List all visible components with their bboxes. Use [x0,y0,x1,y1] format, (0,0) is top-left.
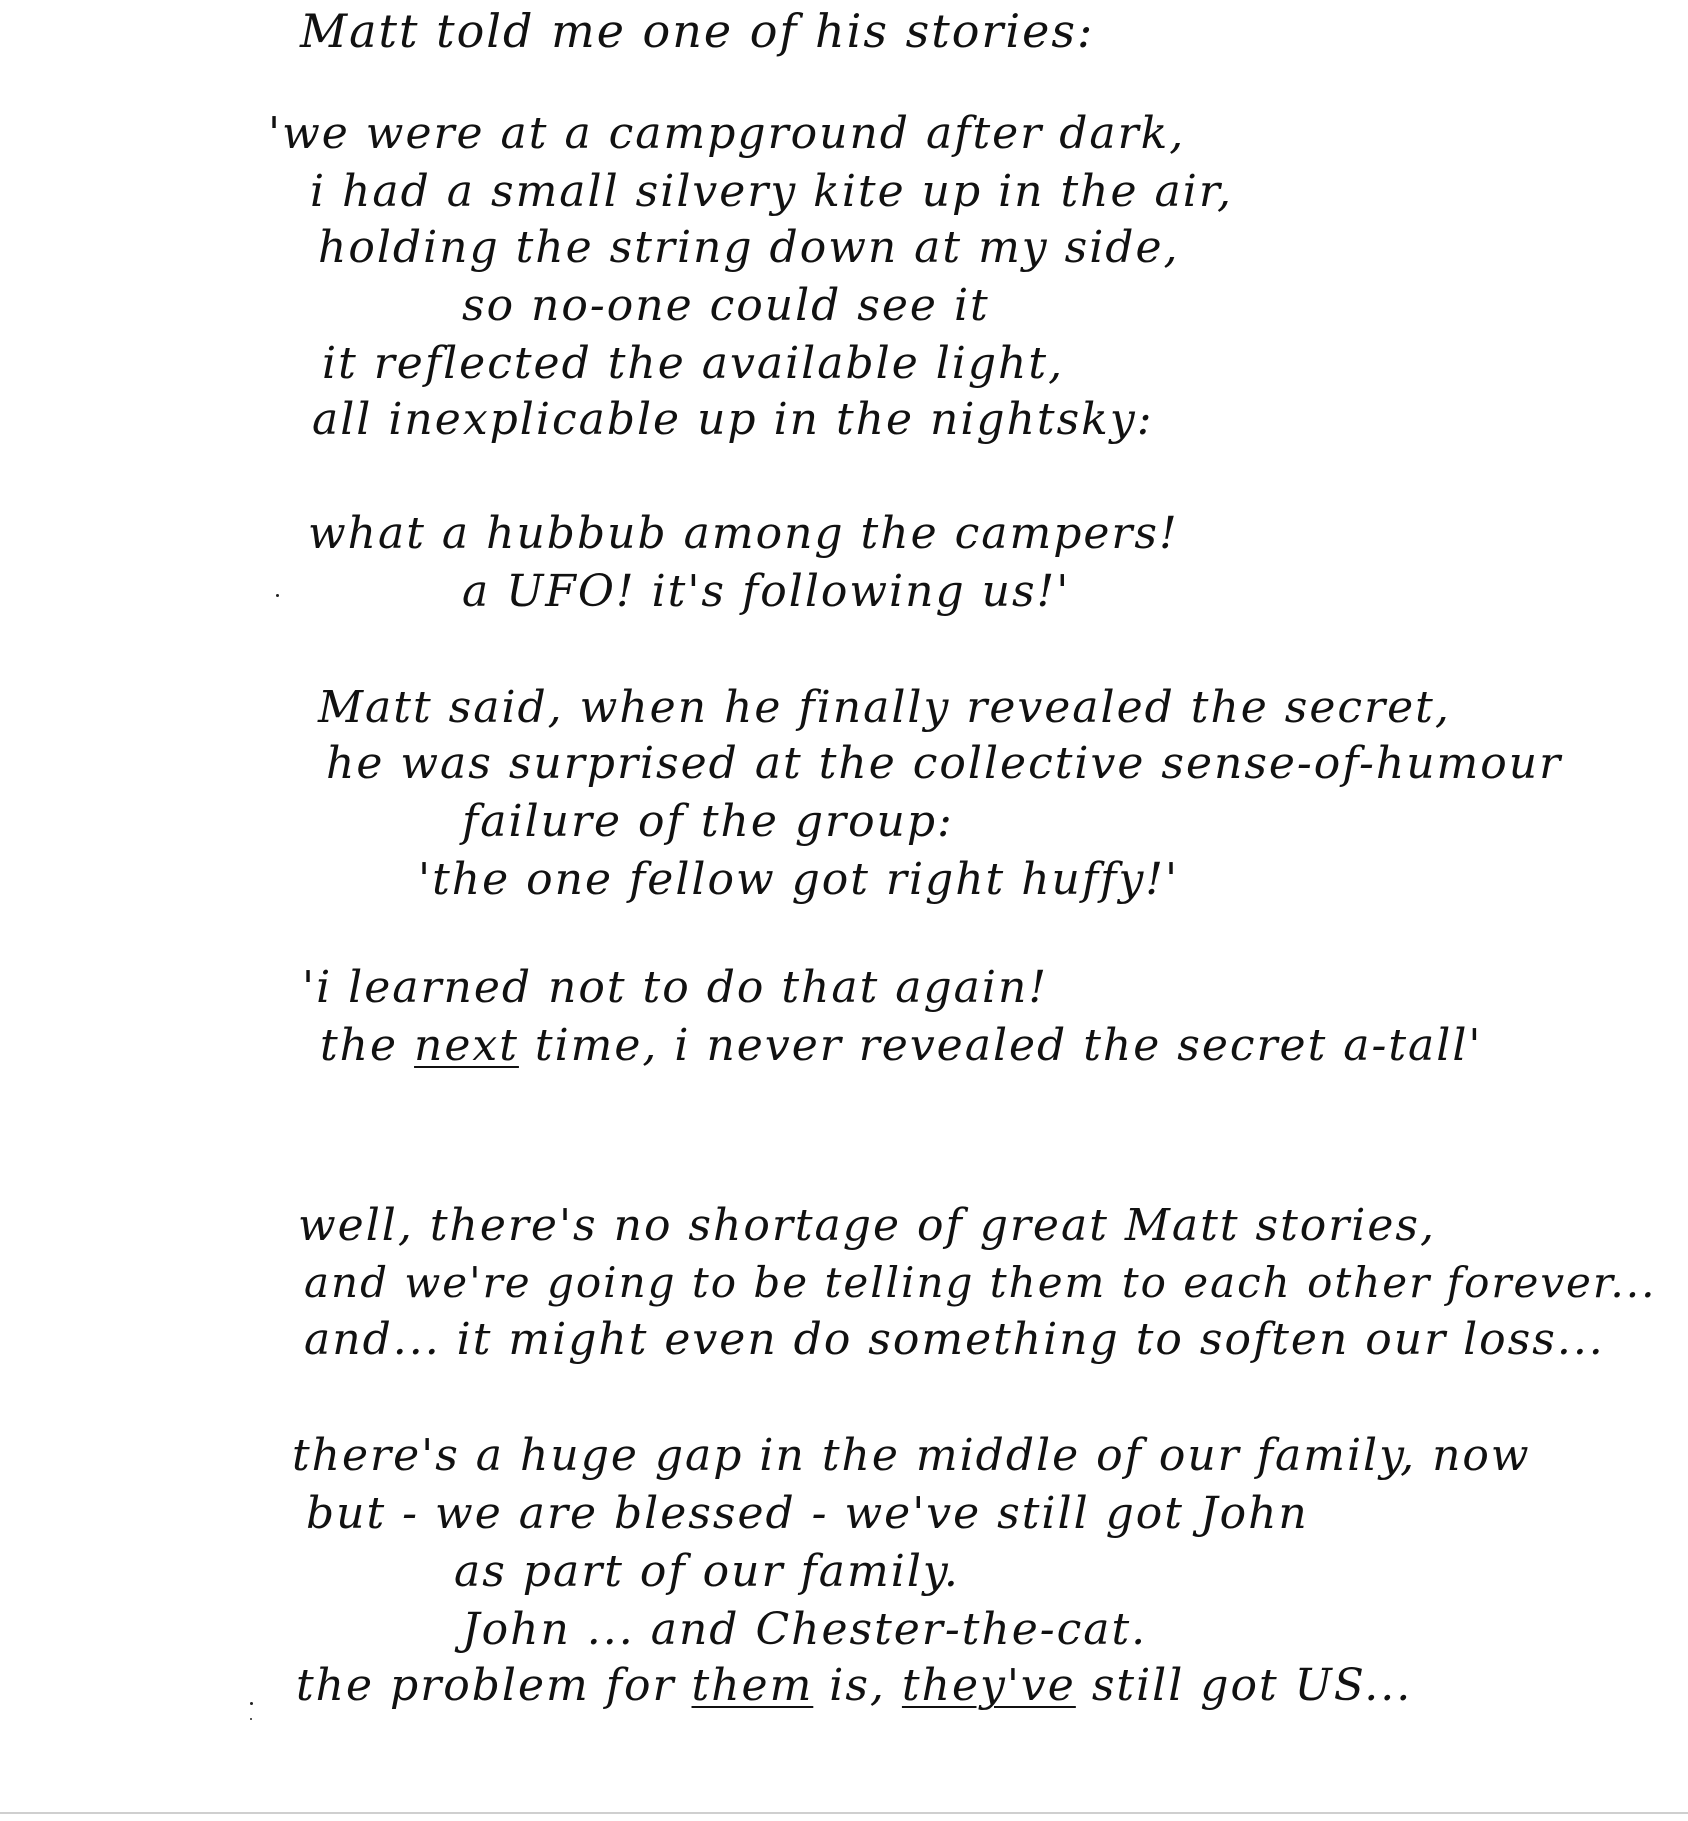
underlined-theyve: they've [901,1660,1076,1711]
stanza4-line2 [320,1020,1483,1071]
ink-speck [250,1702,253,1705]
stanza6-line4: John ... and Chester-the-cat. [462,1604,1148,1655]
stanza5-line1: well, there's no shortage of great Matt stories, [298,1200,1436,1251]
stanza3-line3: failure of the group: [462,796,954,847]
stanza1-line5: it reflected the available light, [322,338,1065,389]
stanza1-line3: holding the string down at my side, [318,222,1180,273]
stanza6-line3: as part of our family. [454,1546,960,1597]
stanza3-line4: 'the one fellow got right huffy!' [418,854,1180,905]
stanza6-line1: there's a huge gap in the middle of our family, now [292,1430,1531,1481]
underlined-them: them [691,1660,814,1711]
stanza2-line1: what a hubbub among the campers! [308,508,1179,559]
ink-speck [250,1718,252,1720]
stanza6-line2: but - we are blessed - we've still got John [306,1488,1309,1539]
stanza1-line1: 'we were at a campground after dark, [268,108,1186,159]
stanza4-line1: 'i learned not to do that again! [302,962,1048,1013]
stanza3-line1: Matt said, when he finally revealed the secret, [318,682,1451,733]
stanza3-line2: he was surprised at the collective sense-of-humour [326,738,1563,789]
stanza5-line3: and... it might even do something to soften our loss... [304,1314,1605,1365]
stanza2-line2: a UFO! it's following us!' [462,566,1071,617]
stanza4-line2-end: time, i never revealed the secret a-tall' [518,1020,1483,1071]
underlined-next: next [414,1020,519,1071]
ink-speck [276,594,279,597]
stanza1-line4: so no-one could see it [462,280,990,331]
intro-line: Matt told me one of his stories: [300,4,1095,58]
stanza6-line5 [296,1660,1413,1711]
stanza1-line2: i had a small silvery kite up in the air, [310,166,1234,217]
stanza6-line5-part3: is, [813,1660,902,1711]
stanza6-line5-part5: still got US... [1075,1660,1413,1711]
stanza6-line5-part1: the problem for [296,1660,692,1711]
stanza5-line2: and we're going to be telling them to each other forever... [304,1258,1657,1307]
stanza4-line2-start: the [320,1020,415,1071]
scan-edge [0,1812,1688,1814]
stanza1-line6: all inexplicable up in the nightsky: [312,394,1154,445]
